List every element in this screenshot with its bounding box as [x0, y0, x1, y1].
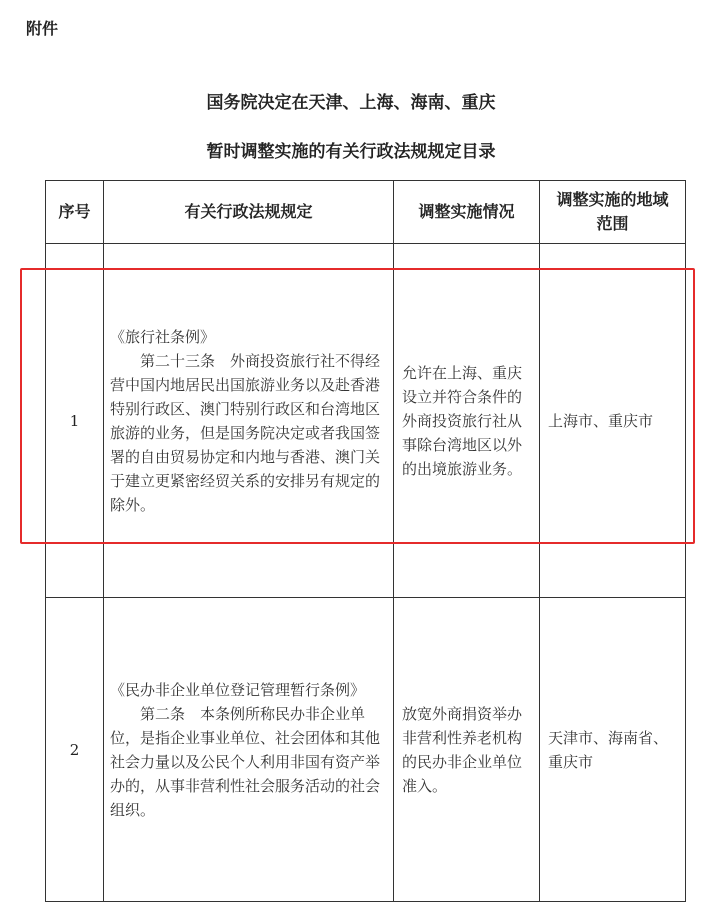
header-num: 序号 [46, 181, 104, 244]
row-adjust: 放宽外商捐资举办非营利性养老机构的民办非企业单位准入。 [394, 598, 540, 902]
row-scope: 天津市、海南省、重庆市 [540, 598, 686, 902]
header-adjust: 调整实施情况 [394, 181, 540, 244]
document-title-line2: 暂时调整实施的有关行政法规规定目录 [206, 142, 496, 162]
table-row [46, 598, 686, 902]
law-title: 《民办非企业单位登记管理暂行条例》 [110, 680, 366, 699]
row-scope: 上海市、重庆市 [540, 244, 686, 598]
law-title: 《旅行社条例》 [110, 327, 216, 346]
row-num: 1 [46, 244, 104, 598]
attachment-label: 附件 [26, 19, 59, 38]
document-title-line1: 国务院决定在天津、上海、海南、重庆 [206, 93, 496, 113]
row-adjust: 允许在上海、重庆设立并符合条件的外商投资旅行社从事除台湾地区以外的出境旅游业务。 [394, 244, 540, 598]
header-scope: 调整实施的地域范围 [540, 181, 686, 244]
highlight-box [20, 268, 695, 544]
law-text: 第二条 本条例所称民办非企业单位，是指企业事业单位、社会团体和其他社会力量以及公民个人利用非国有资产举办的，从事非营利性社会服务活动的社会组织。 [110, 704, 381, 819]
law-text: 第二十三条 外商投资旅行社不得经营中国内地居民出国旅游业务以及赴香港特别行政区、澳门特别行政区和台湾地区旅游的业务，但是国务院决定或者我国签署的自由贸易协定和内地与香港、澳门关于建立更紧密经贸关系的安排另有规定的除外。 [110, 351, 381, 514]
row-num: 2 [46, 598, 104, 902]
header-law: 有关行政法规规定 [104, 181, 394, 244]
row-law [104, 598, 394, 902]
table-header-row [46, 181, 686, 244]
